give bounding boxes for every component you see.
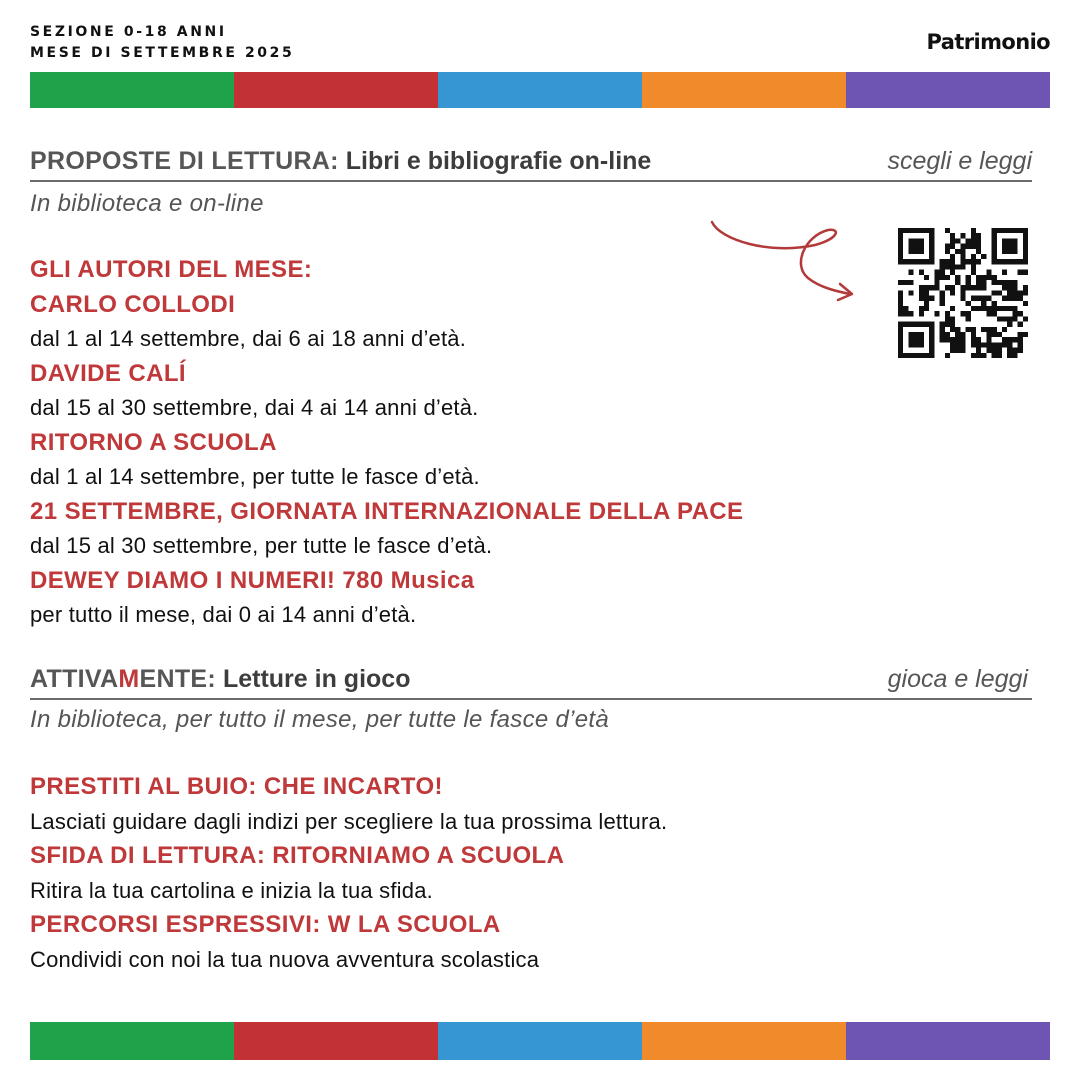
top-color-bar [30, 72, 1050, 108]
section-subtitle: In biblioteca e on-line [30, 190, 264, 217]
reading-list [30, 253, 743, 633]
list-item-heading: GLI AUTORI DEL MESE: [30, 256, 313, 283]
list-item-heading: 21 SETTEMBRE, GIORNATA INTERNAZIONALE DELLA PACE [30, 497, 744, 525]
list-item-heading: DAVIDE CALÍ [30, 359, 186, 387]
list-item-heading: SFIDA DI LETTURA: RITORNIAMO A SCUOLA [30, 842, 565, 869]
color-segment-purple [846, 72, 1050, 108]
title-fragment: ENTE: [139, 665, 217, 693]
section-title-label [30, 665, 216, 693]
section-title-desc: Libri e bibliografie on-line [338, 147, 652, 175]
list-item-heading: RITORNO A SCUOLA [30, 428, 277, 456]
list-item-heading: PRESTITI AL BUIO: CHE INCARTO! [30, 773, 443, 800]
list-item-desc: Lasciati guidare dagli indizi per scegliere la tua prossima lettura. [30, 808, 668, 834]
color-segment-blue [438, 1022, 642, 1060]
color-segment-purple [846, 1022, 1050, 1060]
list-item-desc: Ritira la tua cartolina e inizia la tua sfida. [30, 877, 433, 903]
section-title-desc: Letture in gioco [216, 665, 411, 693]
section-subtitle: In biblioteca, per tutto il mese, per tutte le fasce d’età [30, 706, 610, 733]
qr-code-icon[interactable] [898, 228, 1028, 358]
color-segment-green [30, 1022, 234, 1060]
list-item-desc: dal 1 al 14 settembre, per tutte le fasce d’età. [30, 464, 480, 489]
list-item-desc: Condividi con noi la tua nuova avventura scolastica [30, 946, 540, 972]
title-fragment: ATTIVA [30, 665, 119, 693]
action-link-gioca[interactable]: gioca e leggi [887, 665, 1028, 693]
section-title-proposte[interactable] [30, 146, 1032, 182]
brand-logo: Patrimonio [926, 30, 1050, 54]
color-segment-orange [642, 1022, 846, 1060]
color-segment-orange [642, 72, 846, 108]
list-item-desc: dal 15 al 30 settembre, per tutte le fasce d’età. [30, 533, 493, 558]
color-segment-red [234, 72, 438, 108]
section-title-attivamente[interactable] [30, 664, 1032, 700]
color-segment-green [30, 72, 234, 108]
bottom-color-bar [30, 1022, 1050, 1060]
list-item-heading: CARLO COLLODI [30, 290, 236, 318]
month-label: MESE DI SETTEMBRE 2025 [30, 45, 295, 61]
activity-list [30, 770, 667, 977]
header-meta [30, 22, 294, 64]
section-title-label: PROPOSTE DI LETTURA: [30, 147, 339, 175]
list-item-desc: dal 1 al 14 settembre, dai 6 ai 18 anni d’età. [30, 326, 467, 351]
color-segment-blue [438, 72, 642, 108]
curly-arrow-icon [700, 210, 870, 320]
list-item-desc: per tutto il mese, dai 0 ai 14 anni d’età. [30, 602, 417, 627]
action-link-scegli[interactable]: scegli e leggi [887, 147, 1032, 175]
section-label: SEZIONE 0-18 ANNI [30, 24, 227, 40]
title-highlight-letter: M [118, 665, 140, 693]
list-item-heading: DEWEY DIAMO I NUMERI! 780 Musica [30, 566, 475, 594]
list-item-desc: dal 15 al 30 settembre, dai 4 ai 14 anni d’età. [30, 395, 479, 420]
color-segment-red [234, 1022, 438, 1060]
list-item-heading: PERCORSI ESPRESSIVI: W LA SCUOLA [30, 911, 501, 938]
